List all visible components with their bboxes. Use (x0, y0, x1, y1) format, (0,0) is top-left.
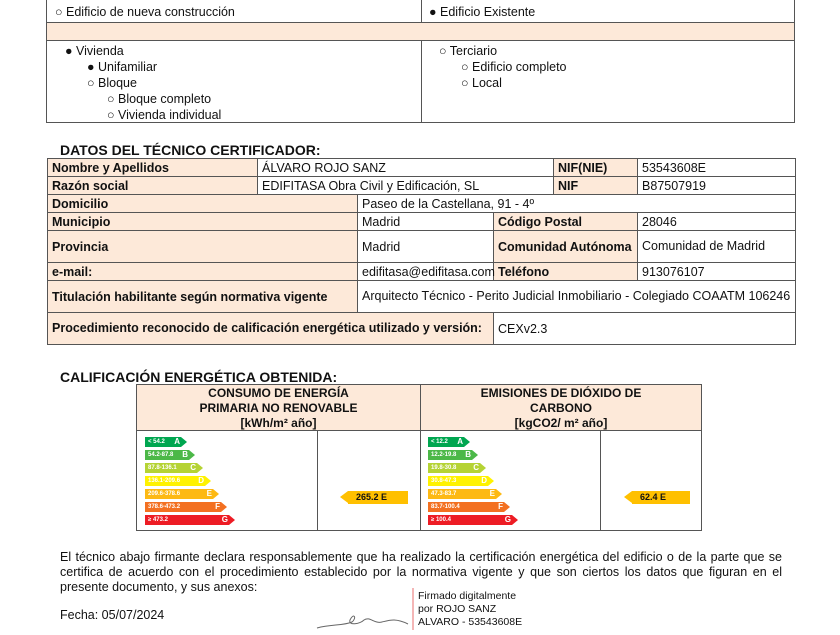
consumption-range-label: 87.8-136.1 (148, 465, 177, 471)
emissions-bar-f (428, 502, 504, 512)
certifier-table (47, 158, 796, 345)
consumption-letter-label: E (206, 489, 212, 498)
signature-mark (312, 600, 412, 630)
consumption-scale (145, 437, 245, 529)
building-type-section (46, 0, 795, 123)
consumption-range-label: ≥ 473.2 (148, 517, 168, 523)
table-row (48, 195, 796, 213)
signature-line-1: Firmado digitalmente (418, 590, 517, 602)
phone-label: Teléfono (494, 263, 638, 281)
signature-scribble-icon (312, 600, 412, 630)
consumption-bar-c (145, 463, 197, 473)
consumption-range-label: 54.2-87.8 (148, 452, 174, 458)
emissions-title-2: CARBONO (530, 401, 592, 415)
emissions-range-label: < 12.2 (431, 439, 448, 445)
consumption-unit: [kWh/m² año] (240, 416, 317, 430)
company-value: EDIFITASA Obra Civil y Edificación, SL (258, 177, 554, 195)
emissions-value-marker: 62.4 E (632, 491, 690, 504)
table-row (48, 177, 796, 195)
building-type-options (46, 41, 795, 123)
table-row (48, 231, 796, 263)
rating-header-left (137, 385, 420, 431)
province-value: Madrid (358, 231, 494, 263)
nif-nie-label: NIF(NIE) (554, 159, 638, 177)
table-row (48, 213, 796, 231)
postal-label: Código Postal (494, 213, 638, 231)
consumption-title-2: PRIMARIA NO RENOVABLE (199, 401, 358, 415)
region-value: Comunidad de Madrid (638, 231, 796, 263)
name-value: ÁLVARO ROJO SANZ (258, 159, 554, 177)
consumption-bar-e (145, 489, 213, 499)
option-premises: ○ Local (461, 76, 502, 90)
option-full-block: ○ Bloque completo (107, 92, 212, 106)
emissions-letter-label: F (498, 502, 503, 511)
emissions-letter-label: C (473, 463, 479, 472)
consumption-letter-label: C (190, 463, 196, 472)
emissions-letter-label: E (489, 489, 495, 498)
consumption-bar-b (145, 450, 189, 460)
consumption-bar-g (145, 515, 229, 525)
nif-nie-value: 53543608E (638, 159, 796, 177)
signature-line-3: ALVARO - 53543608E (418, 616, 523, 628)
procedure-label: Procedimiento reconocido de calificación energética utilizado y versión: (48, 313, 494, 345)
declaration-text: El técnico abajo firmante declara responsablemente que ha realizado la certificación energética del edificio o de la parte que se certifica de acuerdo con el procedimiento establecido por la normativa vigente y que son ciertos los datos que figuran en el presente documento, y sus anexos: (60, 550, 782, 594)
consumption-title-1: CONSUMO DE ENERGÍA (208, 386, 349, 400)
consumption-letter-label: D (198, 476, 204, 485)
signature-divider (412, 588, 414, 630)
consumption-range-label: < 54.2 (148, 439, 165, 445)
rating-heading: CALIFICACIÓN ENERGÉTICA OBTENIDA: (60, 369, 338, 385)
postal-value: 28046 (638, 213, 796, 231)
signature-line-2: por ROJO SANZ (418, 603, 497, 615)
emissions-bar-d (428, 476, 488, 486)
emissions-range-label: 12.2-19.8 (431, 452, 457, 458)
emissions-unit: [kgCO2/ m² año] (514, 416, 608, 430)
consumption-value-marker: 265.2 E (348, 491, 408, 504)
phone-value: 913076107 (638, 263, 796, 281)
consumption-bar-a (145, 437, 181, 447)
consumption-letter-label: F (215, 502, 220, 511)
option-individual-dwelling: ○ Vivienda individual (107, 108, 222, 122)
region-label: Comunidad Autónoma (494, 231, 638, 263)
emissions-range-label: ≥ 100.4 (431, 517, 451, 523)
emissions-letter-label: B (465, 450, 471, 459)
option-single-family: ● Unifamiliar (87, 60, 158, 74)
divider (600, 431, 601, 531)
emissions-bar-b (428, 450, 472, 460)
building-type-top-row (46, 0, 795, 23)
qualification-label: Titulación habilitante según normativa vigente (48, 281, 358, 313)
emissions-range-label: 83.7-100.4 (431, 504, 460, 510)
address-value: Paseo de la Castellana, 91 - 4º (358, 195, 796, 213)
rating-header-right (421, 385, 701, 431)
table-row (48, 159, 796, 177)
email-label: e-mail: (48, 263, 358, 281)
nif-label: NIF (554, 177, 638, 195)
option-residential: ● Vivienda (65, 44, 124, 58)
consumption-letter-label: G (221, 515, 228, 524)
emissions-bar-c (428, 463, 480, 473)
option-block: ○ Bloque (87, 76, 137, 90)
consumption-range-label: 378.6-473.2 (148, 504, 181, 510)
city-label: Municipio (48, 213, 358, 231)
consumption-bar-f (145, 502, 221, 512)
emissions-title-1: EMISIONES DE DIÓXIDO DE (480, 386, 642, 400)
date-text: Fecha: 05/07/2024 (60, 608, 165, 622)
option-tertiary: ○ Terciario (439, 44, 498, 58)
option-existing-building: ● Edificio Existente (429, 5, 536, 19)
emissions-range-label: 47.3-83.7 (431, 491, 457, 497)
table-row (48, 313, 796, 345)
building-type-spacer (46, 23, 795, 41)
qualification-value: Arquitecto Técnico - Perito Judicial Inmobiliario - Colegiado COAATM 106246 (358, 281, 796, 313)
divider (421, 41, 422, 122)
digital-signature (418, 590, 522, 629)
emissions-bar-e (428, 489, 496, 499)
table-row (48, 281, 796, 313)
consumption-letter-label: A (174, 437, 180, 446)
email-value: edifitasa@edifitasa.com (358, 263, 494, 281)
emissions-bar-g (428, 515, 512, 525)
consumption-bar-d (145, 476, 205, 486)
table-row (48, 263, 796, 281)
emissions-bar-a (428, 437, 464, 447)
divider (421, 0, 422, 22)
consumption-range-label: 136.1-209.6 (148, 478, 181, 484)
address-label: Domicilio (48, 195, 358, 213)
name-label: Nombre y Apellidos (48, 159, 258, 177)
option-full-building: ○ Edificio completo (461, 60, 567, 74)
consumption-range-label: 209.6-378.6 (148, 491, 181, 497)
emissions-letter-label: D (481, 476, 487, 485)
certifier-heading: DATOS DEL TÉCNICO CERTIFICADOR: (60, 142, 321, 158)
city-value: Madrid (358, 213, 494, 231)
nif-value: B87507919 (638, 177, 796, 195)
emissions-range-label: 19.8-30.8 (431, 465, 457, 471)
procedure-value: CEXv2.3 (494, 313, 796, 345)
emissions-scale (428, 437, 528, 529)
emissions-letter-label: G (504, 515, 511, 524)
consumption-letter-label: B (182, 450, 188, 459)
option-new-building: ○ Edificio de nueva construcción (55, 5, 235, 19)
company-label: Razón social (48, 177, 258, 195)
emissions-range-label: 30.8-47.3 (431, 478, 457, 484)
province-label: Provincia (48, 231, 358, 263)
rating-block (136, 384, 702, 531)
divider (317, 431, 318, 531)
emissions-letter-label: A (457, 437, 463, 446)
